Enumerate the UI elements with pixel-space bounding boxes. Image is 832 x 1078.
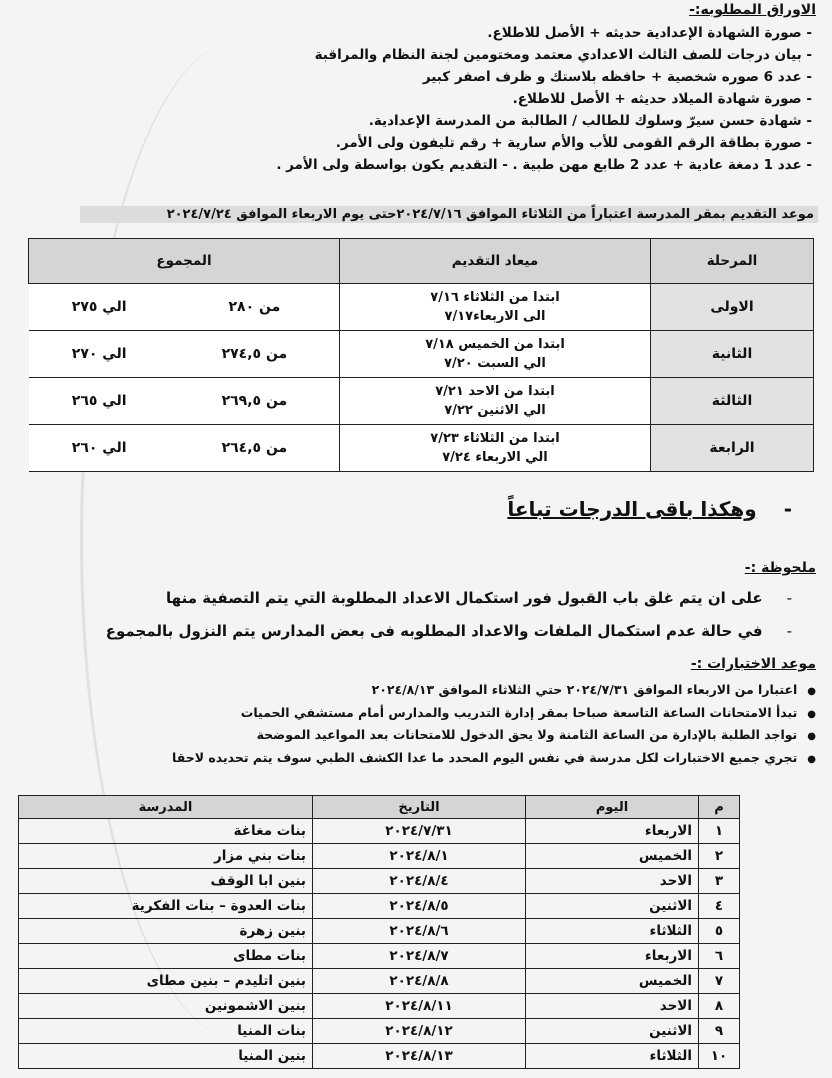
- list-item: ● تبدأ الامتحانات الساعة التاسعة صباحا بمقر إدارة التدريب والمدارس أمام مستشفي الحميات: [172, 703, 816, 726]
- date-cell: ٢٠٢٤/٨/٤: [313, 869, 526, 894]
- table-row: [19, 969, 740, 994]
- continuation-text: وهكذا باقى الدرجات تباعاً: [507, 497, 757, 521]
- period-start: ابتدا من الثلاثاء ٧/٢٣: [430, 431, 560, 446]
- school-cell: بنات العدوة – بنات الفكرية: [19, 894, 313, 919]
- score-to: الي ٢٧٥: [29, 284, 170, 331]
- row-number: ١٠: [699, 1044, 740, 1069]
- period-start: ابتدا من الخميس ٧/١٨: [425, 337, 565, 352]
- list-item: - على ان يتم غلق باب القبول فور استكمال الاعداد المطلوبة التي يتم التصفية منها: [106, 582, 792, 615]
- stages-table: [28, 238, 814, 472]
- period-end: الي السبت ٧/٢٠: [444, 356, 546, 371]
- school-cell: بنين زهرة: [19, 919, 313, 944]
- table-row: [29, 425, 814, 472]
- required-docs-section: [12, 2, 816, 176]
- tests-list: [172, 680, 816, 770]
- school-cell: بنات المنيا: [19, 1019, 313, 1044]
- required-docs-list: [12, 22, 812, 176]
- notes-heading: ملحوظة :-: [744, 560, 816, 576]
- date-cell: ٢٠٢٤/٨/١: [313, 844, 526, 869]
- col-school: المدرسة: [19, 796, 313, 819]
- day-cell: الاثنين: [526, 1019, 699, 1044]
- row-number: ٢: [699, 844, 740, 869]
- list-item: - عدد 1 دمغة عادية + عدد 2 طابع مهن طبية . - التقديم يكون بواسطة ولى الأمر .: [276, 157, 812, 173]
- day-cell: الاربعاء: [526, 819, 699, 844]
- day-cell: الاحد: [526, 869, 699, 894]
- row-number: ٦: [699, 944, 740, 969]
- table-header-row: [29, 239, 814, 284]
- period-end: الي الاثنين ٧/٢٢: [444, 403, 546, 418]
- list-item: - شهادة حسن سيرّ وسلوك للطالب / الطالبة من المدرسة الإعدادية.: [368, 113, 812, 129]
- col-stage: المرحلة: [651, 239, 814, 284]
- table-row: [19, 1044, 740, 1069]
- period-cell: [340, 331, 651, 378]
- col-period: ميعاد التقديم: [340, 239, 651, 284]
- col-total: المجموع: [29, 239, 340, 284]
- list-item: ● تواجد الطلبة بالإدارة من الساعة الثامنة ولا يحق الدخول للامتحانات بعد المواعيد الموضحة: [172, 725, 816, 748]
- day-cell: الاربعاء: [526, 944, 699, 969]
- table-row: [19, 1019, 740, 1044]
- table-row: [19, 869, 740, 894]
- list-item: ● اعتبارا من الاربعاء الموافق ٢٠٢٤/٧/٣١ حتي الثلاثاء الموافق ٢٠٢٤/٨/١٣: [172, 680, 816, 703]
- stage-cell: الثالثة: [651, 378, 814, 425]
- dash-mark: -: [783, 497, 792, 521]
- date-cell: ٢٠٢٤/٨/٦: [313, 919, 526, 944]
- row-number: ٩: [699, 1019, 740, 1044]
- school-cell: بنين المنيا: [19, 1044, 313, 1069]
- col-day: اليوم: [526, 796, 699, 819]
- list-item: - صورة الشهادة الإعدادية حديثه + الأصل للاطلاع.: [487, 25, 812, 41]
- stage-cell: الاولى: [651, 284, 814, 331]
- school-cell: بنات بني مزار: [19, 844, 313, 869]
- date-cell: ٢٠٢٤/٨/٧: [313, 944, 526, 969]
- table-row: [19, 819, 740, 844]
- date-cell: ٢٠٢٤/٨/٨: [313, 969, 526, 994]
- table-row: [19, 994, 740, 1019]
- score-to: الي ٢٦٥: [29, 378, 170, 425]
- list-item: - في حالة عدم استكمال الملفات والاعداد المطلوبه فى بعض المدارس يتم النزول بالمجموع: [106, 615, 792, 648]
- date-cell: ٢٠٢٤/٨/١٣: [313, 1044, 526, 1069]
- tests-heading: موعد الاختبارات :-: [690, 656, 816, 672]
- table-row: [19, 919, 740, 944]
- schedule-table: [18, 795, 740, 1069]
- col-num: م: [699, 796, 740, 819]
- table-row: [19, 944, 740, 969]
- school-cell: بنات مغاغة: [19, 819, 313, 844]
- list-item: ● تجري جميع الاختبارات لكل مدرسة في نفس اليوم المحدد ما عدا الكشف الطبي سوف يتم تحديده لاحقا: [172, 748, 816, 771]
- row-number: ٣: [699, 869, 740, 894]
- period-start: ابتدا من الاحد ٧/٢١: [435, 384, 555, 399]
- date-cell: ٢٠٢٤/٨/١١: [313, 994, 526, 1019]
- col-date: التاريخ: [313, 796, 526, 819]
- notes-list: [106, 582, 792, 648]
- table-row: [19, 894, 740, 919]
- day-cell: الخميس: [526, 844, 699, 869]
- school-cell: بنين ابا الوقف: [19, 869, 313, 894]
- score-to: الي ٢٦٠: [29, 425, 170, 472]
- table-row: [29, 331, 814, 378]
- row-number: ٨: [699, 994, 740, 1019]
- list-item: - صورة بطاقة الرقم القومى للأب والأم سارية + رقم تليفون ولى الأمر.: [335, 135, 812, 151]
- score-from: من ٢٨٠: [170, 284, 340, 331]
- list-item: - عدد 6 صوره شخصية + حافظه بلاستك و ظرف اصفر كبير: [422, 69, 812, 85]
- row-number: ١: [699, 819, 740, 844]
- score-from: من ٢٦٤,٥: [170, 425, 340, 472]
- day-cell: الاحد: [526, 994, 699, 1019]
- period-cell: [340, 284, 651, 331]
- row-number: ٥: [699, 919, 740, 944]
- period-end: الي الاربعاء ٧/٢٤: [442, 450, 548, 465]
- score-from: من ٢٧٤,٥: [170, 331, 340, 378]
- day-cell: الخميس: [526, 969, 699, 994]
- score-from: من ٢٦٩,٥: [170, 378, 340, 425]
- day-cell: الثلاثاء: [526, 1044, 699, 1069]
- stage-cell: الرابعة: [651, 425, 814, 472]
- list-item: - بيان درجات للصف الثالث الاعدادي معتمد ومختومين لجنة النظام والمراقبة: [314, 47, 812, 63]
- date-cell: ٢٠٢٤/٨/١٢: [313, 1019, 526, 1044]
- table-row: [29, 284, 814, 331]
- table-row: [29, 378, 814, 425]
- table-header-row: [19, 796, 740, 819]
- row-number: ٤: [699, 894, 740, 919]
- school-cell: بنات مطاى: [19, 944, 313, 969]
- school-cell: بنين الاشمونين: [19, 994, 313, 1019]
- period-cell: [340, 378, 651, 425]
- date-cell: ٢٠٢٤/٨/٥: [313, 894, 526, 919]
- school-cell: بنين اتليدم – بنين مطاى: [19, 969, 313, 994]
- list-item: - صورة شهادة الميلاد حديثه + الأصل للاطلاع.: [512, 91, 812, 107]
- period-start: ابتدا من الثلاثاء ٧/١٦: [430, 290, 560, 305]
- date-cell: ٢٠٢٤/٧/٣١: [313, 819, 526, 844]
- score-to: الي ٢٧٠: [29, 331, 170, 378]
- application-date-line: موعد التقديم بمقر المدرسة اعتباراً من الثلاثاء الموافق ٢٠٢٤/٧/١٦حتى يوم الاربعاء الموافق ٢٠٢٤/٧/٢٤: [80, 206, 818, 223]
- day-cell: الثلاثاء: [526, 919, 699, 944]
- day-cell: الاثنين: [526, 894, 699, 919]
- stage-cell: الثانية: [651, 331, 814, 378]
- row-number: ٧: [699, 969, 740, 994]
- required-docs-heading: الاوراق المطلوبه:-: [689, 2, 816, 18]
- table-row: [19, 844, 740, 869]
- period-end: الى الاربعاء٧/١٧: [444, 309, 546, 324]
- period-cell: [340, 425, 651, 472]
- continuation-line: [507, 497, 792, 521]
